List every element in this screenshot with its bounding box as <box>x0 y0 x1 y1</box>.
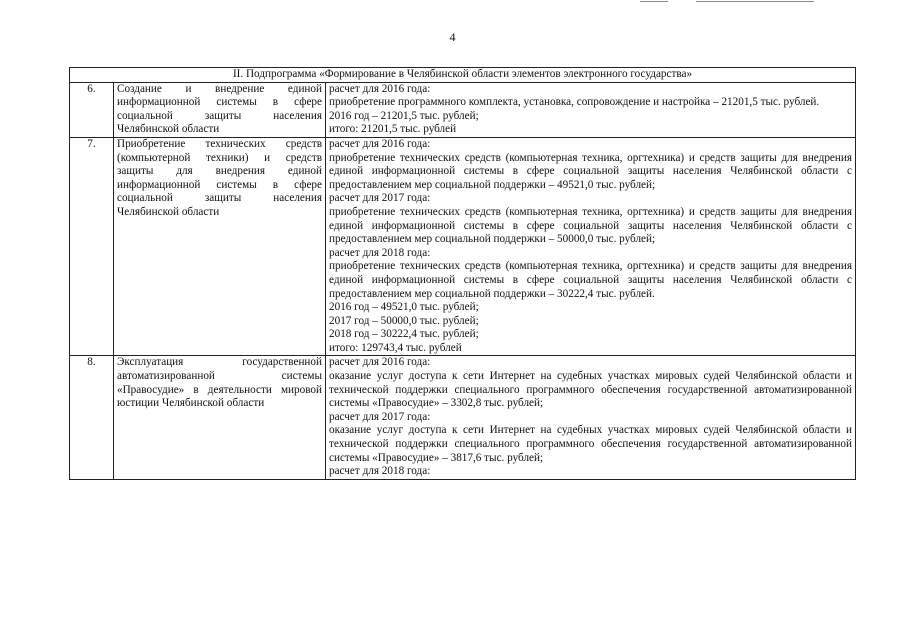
desc-line: расчет для 2018 года: <box>329 465 431 478</box>
desc-line: расчет для 2016 года: <box>329 82 431 95</box>
desc-line: расчет для 2017 года: <box>329 410 431 423</box>
section-header-row <box>70 68 856 83</box>
row-name: Создание и внедрение единой информационной системы в сфере социальной защиты населения Челябинской области <box>114 82 326 137</box>
row-name: Приобретение технических средств (компьютерной техники) и средств защиты для внедрения единой информационной системы в сфере социальной защиты населения Челябинской области <box>114 137 326 356</box>
desc-line: 2016 год – 21201,5 тыс. рублей; <box>329 109 479 122</box>
row-description <box>326 356 856 479</box>
desc-line: 2016 год – 49521,0 тыс. рублей; <box>329 301 479 314</box>
row-description <box>326 82 856 137</box>
table-row <box>70 137 856 356</box>
table-row <box>70 82 856 137</box>
desc-line: приобретение программного комплекта, установка, сопровождение и настройка – 21201,5 тыс. рублей. <box>329 96 820 109</box>
desc-line: оказание услуг доступа к сети Интернет на судебных участках мировых судей Челябинской области и технической поддержки специального программного обеспечения государственной автоматизированной системы «Правосудие» – 3817,6 тыс. рублей; <box>329 424 852 464</box>
row-number: 8. <box>70 356 114 479</box>
table-row <box>70 356 856 479</box>
row-number: 6. <box>70 82 114 137</box>
section-title: II. Подпрограмма «Формирование в Челябинской области элементов электронного государства» <box>70 68 856 83</box>
desc-line: итого: 21201,5 тыс. рублей <box>329 123 457 136</box>
desc-line: приобретение технических средств (компьютерная техника, оргтехника) и средств защиты для внедрения единой информационной системы в сфере социальной защиты населения Челябинской области с предоставлением мер социальной поддержки – 49521,0 тыс. рублей; <box>329 151 852 191</box>
desc-line: 2018 год – 30222,4 тыс. рублей; <box>329 328 479 341</box>
desc-line: оказание услуг доступа к сети Интернет на судебных участках мировых судей Челябинской области и технической поддержки специального программного обеспечения государственной автоматизированной системы «Правосудие» – 3302,8 тыс. рублей; <box>329 370 852 410</box>
page-number: 4 <box>449 30 456 44</box>
header-rule-left <box>640 1 668 2</box>
header-rule-right <box>696 1 814 2</box>
row-number: 7. <box>70 137 114 356</box>
budget-table <box>69 67 856 480</box>
desc-line: расчет для 2016 года: <box>329 356 431 369</box>
desc-line: расчет для 2017 года: <box>329 192 431 205</box>
row-description <box>326 137 856 356</box>
desc-line: приобретение технических средств (компьютерная техника, оргтехника) и средств защиты для внедрения единой информационной системы в сфере социальной защиты населения Челябинской области с предоставлением мер социальной поддержки – 30222,4 тыс. рублей. <box>329 260 852 300</box>
desc-line: 2017 год – 50000,0 тыс. рублей; <box>329 314 479 327</box>
desc-line: приобретение технических средств (компьютерная техника, оргтехника) и средств защиты для внедрения единой информационной системы в сфере социальной защиты населения Челябинской области с предоставлением мер социальной поддержки – 50000,0 тыс. рублей; <box>329 205 852 246</box>
row-name: Эксплуатация государственной автоматизированной системы «Правосудие» в деятельности мировой юстиции Челябинской области <box>114 356 326 479</box>
desc-line: итого: 129743,4 тыс. рублей <box>329 341 462 354</box>
desc-line: расчет для 2018 года: <box>329 246 431 259</box>
desc-line: расчет для 2016 года: <box>329 137 431 150</box>
